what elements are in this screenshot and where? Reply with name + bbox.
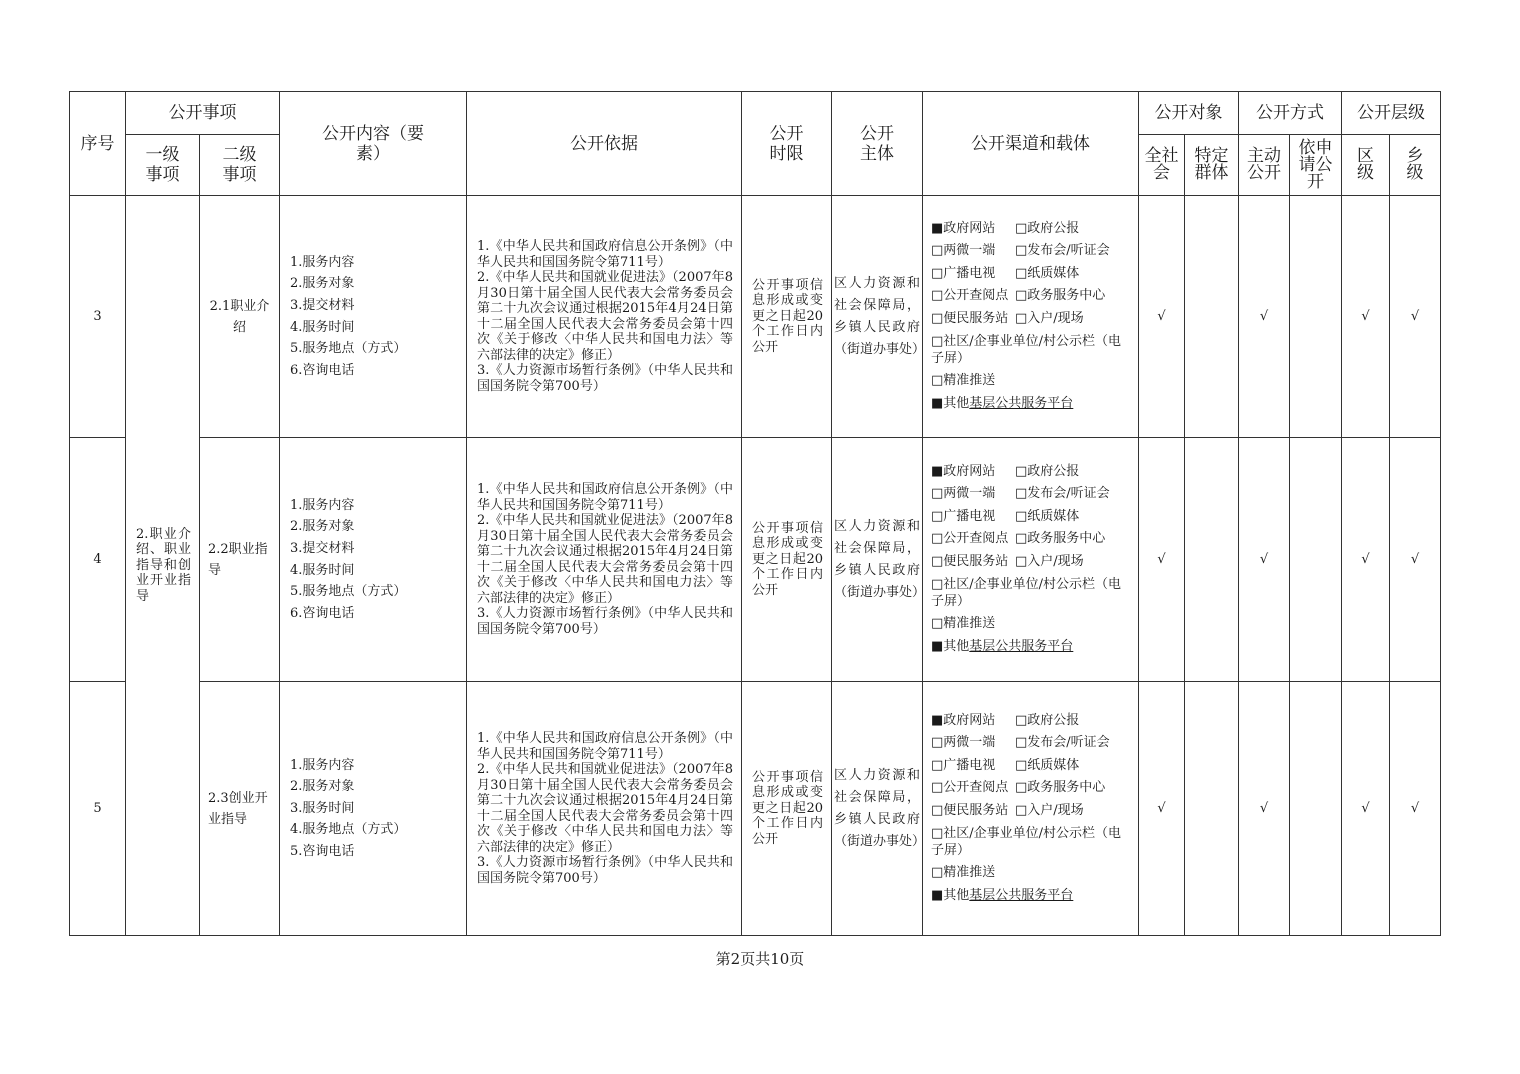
channel-option: □政府公报: [1015, 220, 1080, 236]
check-all: √: [1139, 438, 1185, 682]
header-channel: 公开渠道和载体: [923, 92, 1139, 196]
level1-item: 2.职业介绍、职业指导和创业开业指导: [126, 196, 200, 936]
channel-option: □入户/现场: [1015, 310, 1084, 326]
channel-option: □精准推送: [931, 373, 996, 389]
header-level1: 一级事项: [126, 135, 200, 196]
content-item: 1.服务内容: [290, 497, 355, 513]
content-item: 4.服务地点（方式）: [290, 822, 407, 838]
basis-item: 2.《中华人民共和国就业促进法》（2007年8月30日第十届全国人民代表大会常务委员会第二十九次会议通过根据2015年4月24日第十二届全国人民代表大会常务委员会第十四次《关于修改〈中华人民共和国电力法〉等六部法律的决定》修正）: [477, 513, 733, 606]
content-item: 3.提交材料: [290, 540, 355, 556]
row-seq: 3: [70, 196, 126, 438]
channel-option: □公开查阅点: [931, 531, 1009, 547]
channel-option: □入户/现场: [1015, 553, 1084, 569]
channel-other-value: 基层公共服务平台: [969, 887, 1074, 903]
channel-option: □政务服务中心: [1015, 288, 1106, 304]
channel-option: □便民服务站: [931, 310, 1009, 326]
check-town: √: [1390, 196, 1441, 438]
check-apply: [1290, 438, 1342, 682]
content-item: 5.服务地点（方式）: [290, 584, 407, 600]
row-basis: [467, 438, 742, 682]
channel-option: □公开查阅点: [931, 288, 1009, 304]
header-items: 公开事项: [126, 92, 280, 135]
channel-option: □社区/企事业单位/村公示栏（电子屏）: [931, 577, 1122, 610]
channel-option: □便民服务站: [931, 553, 1009, 569]
row-period: 公开事项信息形成或变更之日起20个工作日内公开: [742, 438, 832, 682]
row-basis: [467, 196, 742, 438]
channel-option: □广播电视: [931, 757, 996, 773]
channel-other-value: 基层公共服务平台: [969, 395, 1074, 411]
content-item: 2.服务对象: [290, 779, 355, 795]
basis-item: 1.《中华人民共和国政府信息公开条例》（中华人民共和国国务院令第711号）: [477, 731, 733, 762]
content-item: 6.咨询电话: [290, 362, 355, 378]
channel-option: □政务服务中心: [1015, 531, 1106, 547]
header-method-apply: 依申请公开: [1290, 135, 1342, 196]
content-item: 1.服务内容: [290, 757, 355, 773]
basis-item: 1.《中华人民共和国政府信息公开条例》（中华人民共和国国务院令第711号）: [477, 482, 733, 513]
channel-option: □纸质媒体: [1015, 757, 1080, 773]
row-content: [280, 438, 467, 682]
table-row: [70, 196, 1441, 438]
channel-option: □政务服务中心: [1015, 780, 1106, 796]
channel-option: □政府公报: [1015, 463, 1080, 479]
content-item: 1.服务内容: [290, 254, 355, 270]
row-level2: 2.3创业开业指导: [200, 682, 280, 936]
header-hier-district: 区级: [1342, 135, 1390, 196]
channel-option: □便民服务站: [931, 802, 1009, 818]
check-district: √: [1342, 196, 1390, 438]
channel-option: □发布会/听证会: [1015, 486, 1110, 502]
channel-option: □广播电视: [931, 265, 996, 281]
header-subject: 公开主体: [832, 92, 923, 196]
row-period: 公开事项信息形成或变更之日起20个工作日内公开: [742, 196, 832, 438]
header-content: 公开内容（要素）: [280, 92, 467, 196]
channel-option: ■其他: [931, 395, 970, 411]
channel-option: □两微一端: [931, 735, 996, 751]
content-item: 5.服务地点（方式）: [290, 341, 407, 357]
check-active: √: [1239, 438, 1290, 682]
row-level2: 2.2职业指导: [200, 438, 280, 682]
header-method-active: 主动公开: [1239, 135, 1290, 196]
row-period: 公开事项信息形成或变更之日起20个工作日内公开: [742, 682, 832, 936]
header-seq: 序号: [70, 92, 126, 196]
channel-option: □精准推送: [931, 616, 996, 632]
row-basis: [467, 682, 742, 936]
channel-option: □社区/企事业单位/村公示栏（电子屏）: [931, 826, 1122, 859]
channel-option: □纸质媒体: [1015, 508, 1080, 524]
table-row: [70, 438, 1441, 682]
header-target-all: 全社会: [1139, 135, 1185, 196]
channel-other-value: 基层公共服务平台: [969, 638, 1074, 654]
content-item: 2.服务对象: [290, 276, 355, 292]
channel-option: □公开查阅点: [931, 780, 1009, 796]
row-channel: [923, 438, 1139, 682]
row-subject: 区人力资源和社会保障局，乡镇人民政府（街道办事处）: [832, 438, 923, 682]
row-channel: [923, 682, 1139, 936]
channel-option: □纸质媒体: [1015, 265, 1080, 281]
check-specific: [1185, 438, 1239, 682]
channel-option: ■政府网站: [931, 463, 996, 479]
channel-option: □广播电视: [931, 508, 996, 524]
header-target: 公开对象: [1139, 92, 1239, 135]
header-method: 公开方式: [1239, 92, 1342, 135]
check-specific: [1185, 196, 1239, 438]
check-district: √: [1342, 438, 1390, 682]
check-all: √: [1139, 682, 1185, 936]
channel-option: □两微一端: [931, 486, 996, 502]
channel-option: □两微一端: [931, 243, 996, 259]
header-target-specific: 特定群体: [1185, 135, 1239, 196]
check-apply: [1290, 682, 1342, 936]
content-item: 2.服务对象: [290, 519, 355, 535]
basis-item: 2.《中华人民共和国就业促进法》（2007年8月30日第十届全国人民代表大会常务委员会第二十九次会议通过根据2015年4月24日第十二届全国人民代表大会常务委员会第十四次《关于修改〈中华人民共和国电力法〉等六部法律的决定》修正）: [477, 762, 733, 855]
channel-option: □政府公报: [1015, 712, 1080, 728]
content-item: 4.服务时间: [290, 319, 355, 335]
page-number: 第2页共10页: [715, 950, 805, 968]
check-active: √: [1239, 682, 1290, 936]
channel-option: ■政府网站: [931, 712, 996, 728]
row-seq: 4: [70, 438, 126, 682]
header-basis: 公开依据: [467, 92, 742, 196]
disclosure-table: [69, 91, 1441, 936]
check-all: √: [1139, 196, 1185, 438]
header-hier-town: 乡级: [1390, 135, 1441, 196]
row-subject: 区人力资源和社会保障局，乡镇人民政府（街道办事处）: [832, 682, 923, 936]
basis-item: 3.《人力资源市场暂行条例》（中华人民共和国国务院令第700号）: [477, 855, 733, 886]
content-item: 4.服务时间: [290, 562, 355, 578]
content-item: 3.提交材料: [290, 297, 355, 313]
basis-item: 1.《中华人民共和国政府信息公开条例》（中华人民共和国国务院令第711号）: [477, 239, 733, 270]
row-content: [280, 196, 467, 438]
check-apply: [1290, 196, 1342, 438]
row-content: [280, 682, 467, 936]
check-specific: [1185, 682, 1239, 936]
header-level2: 二级事项: [200, 135, 280, 196]
channel-option: □入户/现场: [1015, 802, 1084, 818]
check-town: √: [1390, 682, 1441, 936]
row-channel: [923, 196, 1139, 438]
channel-option: ■其他: [931, 638, 970, 654]
content-item: 3.服务时间: [290, 800, 355, 816]
row-seq: 5: [70, 682, 126, 936]
channel-option: □社区/企事业单位/村公示栏（电子屏）: [931, 334, 1122, 367]
header-period: 公开时限: [742, 92, 832, 196]
channel-option: □精准推送: [931, 865, 996, 881]
content-item: 5.咨询电话: [290, 843, 355, 859]
check-town: √: [1390, 438, 1441, 682]
channel-option: ■其他: [931, 887, 970, 903]
row-level2: 2.1职业介绍: [200, 196, 280, 438]
check-district: √: [1342, 682, 1390, 936]
channel-option: □发布会/听证会: [1015, 243, 1110, 259]
content-item: 6.咨询电话: [290, 605, 355, 621]
table-row: [70, 682, 1441, 936]
basis-item: 3.《人力资源市场暂行条例》（中华人民共和国国务院令第700号）: [477, 606, 733, 637]
check-active: √: [1239, 196, 1290, 438]
row-subject: 区人力资源和社会保障局，乡镇人民政府（街道办事处）: [832, 196, 923, 438]
channel-option: ■政府网站: [931, 220, 996, 236]
header-hierarchy: 公开层级: [1342, 92, 1441, 135]
channel-option: □发布会/听证会: [1015, 735, 1110, 751]
basis-item: 2.《中华人民共和国就业促进法》（2007年8月30日第十届全国人民代表大会常务委员会第二十九次会议通过根据2015年4月24日第十二届全国人民代表大会常务委员会第十四次《关于修改〈中华人民共和国电力法〉等六部法律的决定》修正）: [477, 270, 733, 363]
basis-item: 3.《人力资源市场暂行条例》（中华人民共和国国务院令第700号）: [477, 363, 733, 394]
